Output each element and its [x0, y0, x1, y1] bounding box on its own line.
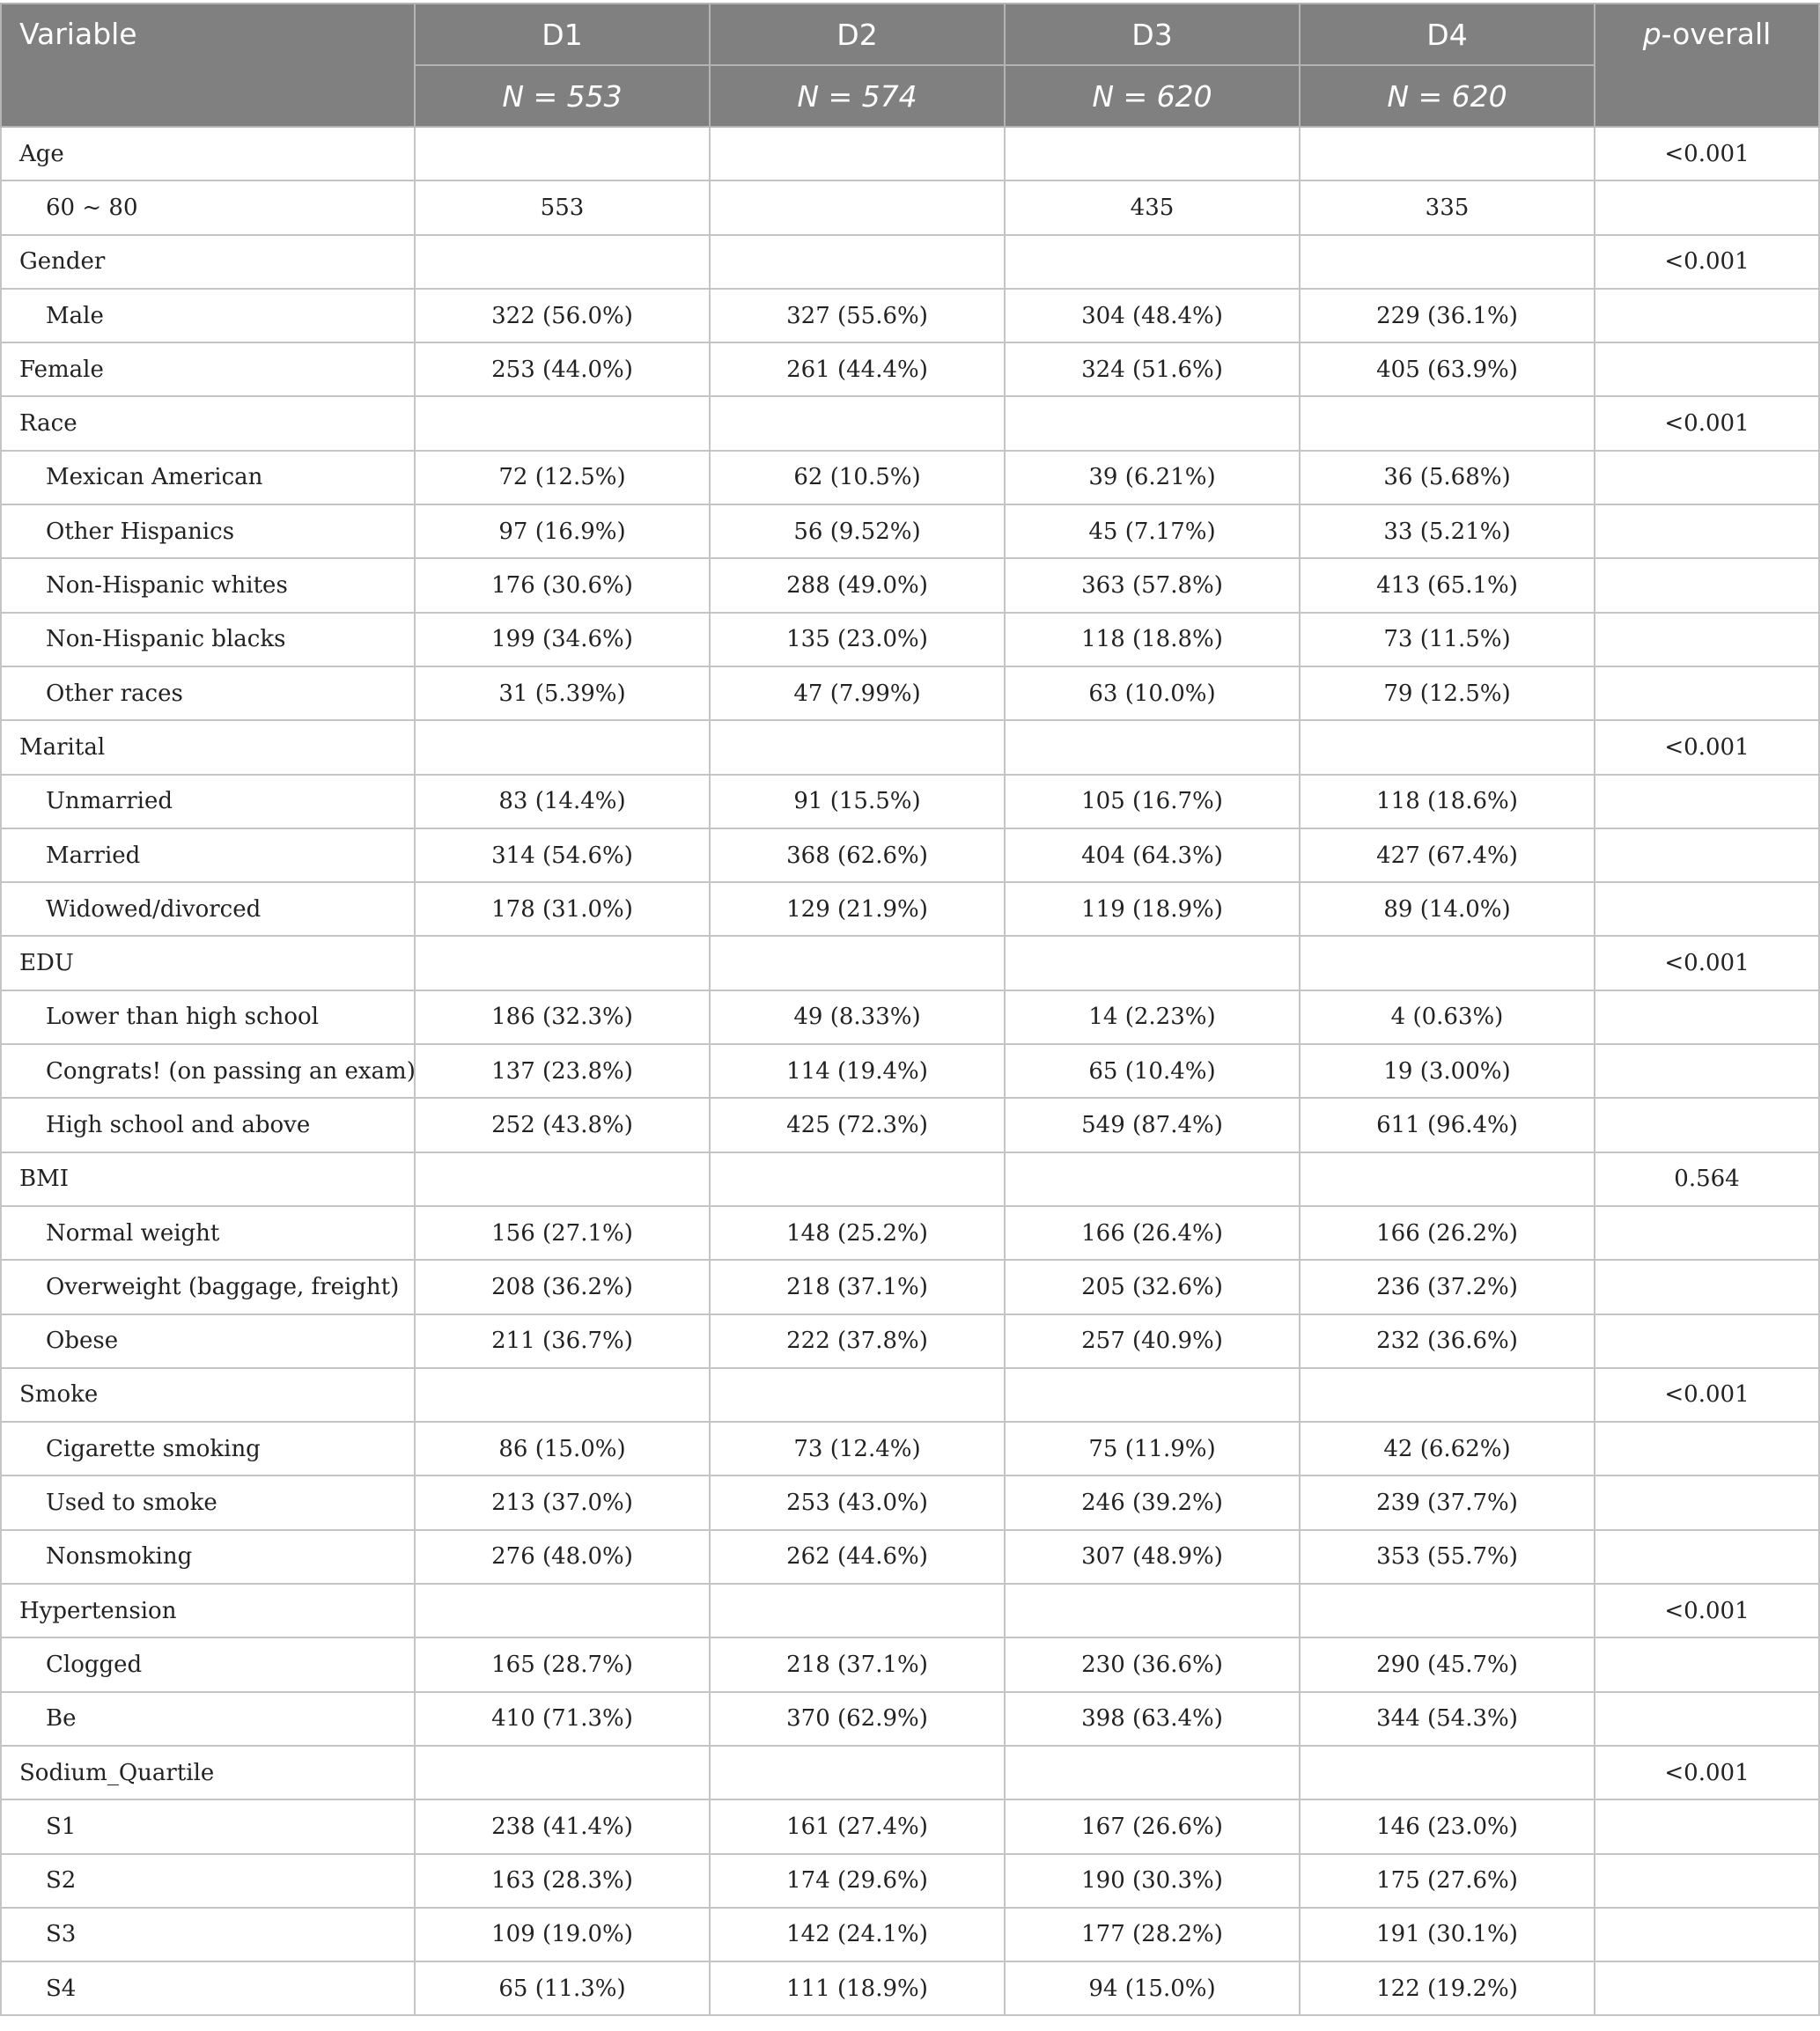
row-label: Nonsmoking	[1, 1530, 415, 1584]
cell-p-overall	[1595, 882, 1819, 936]
cell-d4	[1300, 1368, 1595, 1422]
table-container	[0, 3, 1820, 2016]
cell-d2	[710, 180, 1005, 234]
cell-d1: 165 (28.7%)	[415, 1637, 710, 1691]
cell-d4	[1300, 235, 1595, 289]
cell-p-overall	[1595, 1530, 1819, 1584]
header-row-groups	[1, 4, 1819, 65]
cell-d3: 63 (10.0%)	[1005, 666, 1300, 720]
row-label: Gender	[1, 235, 415, 289]
cell-d1: 314 (54.6%)	[415, 828, 710, 882]
cell-d2: 218 (37.1%)	[710, 1260, 1005, 1314]
row-label: Sodium_Quartile	[1, 1746, 415, 1799]
cell-d1: 208 (36.2%)	[415, 1260, 710, 1314]
cell-p-overall	[1595, 1637, 1819, 1691]
cell-d3: 14 (2.23%)	[1005, 990, 1300, 1044]
cell-p-overall	[1595, 1854, 1819, 1908]
cell-d4: 73 (11.5%)	[1300, 613, 1595, 666]
table-row	[1, 882, 1819, 936]
cell-d3: 398 (63.4%)	[1005, 1692, 1300, 1746]
cell-d1: 83 (14.4%)	[415, 775, 710, 828]
cell-p-overall	[1595, 775, 1819, 828]
cell-p-overall: 0.564	[1595, 1152, 1819, 1206]
cell-d2: 142 (24.1%)	[710, 1908, 1005, 1961]
cell-d4: 405 (63.9%)	[1300, 342, 1595, 396]
cell-p-overall: <0.001	[1595, 1368, 1819, 1422]
cell-d4: 413 (65.1%)	[1300, 558, 1595, 612]
cell-d4: 239 (37.7%)	[1300, 1475, 1595, 1529]
cell-d4: 89 (14.0%)	[1300, 882, 1595, 936]
cell-d4: 611 (96.4%)	[1300, 1098, 1595, 1152]
cell-d1: 176 (30.6%)	[415, 558, 710, 612]
row-label: Normal weight	[1, 1206, 415, 1260]
cell-d2: 161 (27.4%)	[710, 1799, 1005, 1853]
table-row	[1, 1098, 1819, 1152]
cell-d4	[1300, 1584, 1595, 1637]
cell-p-overall	[1595, 504, 1819, 558]
cell-d4: 427 (67.4%)	[1300, 828, 1595, 882]
cell-d4	[1300, 1152, 1595, 1206]
cell-d1: 178 (31.0%)	[415, 882, 710, 936]
cell-d1: 72 (12.5%)	[415, 451, 710, 504]
cell-d4: 146 (23.0%)	[1300, 1799, 1595, 1853]
cell-d2: 218 (37.1%)	[710, 1637, 1005, 1691]
cell-d2	[710, 936, 1005, 990]
cell-d4: 118 (18.6%)	[1300, 775, 1595, 828]
table-row	[1, 127, 1819, 180]
table-row	[1, 720, 1819, 774]
cell-p-overall: <0.001	[1595, 235, 1819, 289]
cell-d1	[415, 1746, 710, 1799]
table-row	[1, 1368, 1819, 1422]
cell-d1: 97 (16.9%)	[415, 504, 710, 558]
cell-d4: 79 (12.5%)	[1300, 666, 1595, 720]
cell-d3: 94 (15.0%)	[1005, 1961, 1300, 2015]
cell-d2	[710, 235, 1005, 289]
table-row	[1, 1044, 1819, 1098]
cell-d1: 199 (34.6%)	[415, 613, 710, 666]
table-row	[1, 451, 1819, 504]
characteristics-table	[0, 3, 1820, 2016]
cell-p-overall	[1595, 990, 1819, 1044]
cell-p-overall	[1595, 1044, 1819, 1098]
cell-d4	[1300, 396, 1595, 450]
cell-d2: 135 (23.0%)	[710, 613, 1005, 666]
table-header	[1, 4, 1819, 127]
table-row	[1, 613, 1819, 666]
cell-d3: 324 (51.6%)	[1005, 342, 1300, 396]
table-row	[1, 1206, 1819, 1260]
cell-d3: 105 (16.7%)	[1005, 775, 1300, 828]
cell-d1: 186 (32.3%)	[415, 990, 710, 1044]
header-group-d1: D1	[415, 4, 710, 65]
table-row	[1, 1314, 1819, 1368]
cell-d4	[1300, 936, 1595, 990]
row-label: Other races	[1, 666, 415, 720]
cell-d4: 42 (6.62%)	[1300, 1422, 1595, 1475]
cell-d1: 253 (44.0%)	[415, 342, 710, 396]
table-row	[1, 990, 1819, 1044]
cell-d3	[1005, 396, 1300, 450]
cell-d1: 65 (11.3%)	[415, 1961, 710, 2015]
cell-p-overall	[1595, 558, 1819, 612]
row-label: Cigarette smoking	[1, 1422, 415, 1475]
cell-d1: 163 (28.3%)	[415, 1854, 710, 1908]
header-group-d2: D2	[710, 4, 1005, 65]
cell-d4: 4 (0.63%)	[1300, 990, 1595, 1044]
row-label: Lower than high school	[1, 990, 415, 1044]
cell-d2: 327 (55.6%)	[710, 289, 1005, 342]
cell-d3: 177 (28.2%)	[1005, 1908, 1300, 1961]
cell-p-overall	[1595, 613, 1819, 666]
cell-d1	[415, 235, 710, 289]
table-row	[1, 1584, 1819, 1637]
row-label: Smoke	[1, 1368, 415, 1422]
cell-d2: 47 (7.99%)	[710, 666, 1005, 720]
row-label: Female	[1, 342, 415, 396]
cell-p-overall	[1595, 1422, 1819, 1475]
cell-d3: 230 (36.6%)	[1005, 1637, 1300, 1691]
cell-d4	[1300, 1746, 1595, 1799]
row-label: Congrats! (on passing an exam)	[1, 1044, 415, 1098]
cell-d2: 49 (8.33%)	[710, 990, 1005, 1044]
cell-d4: 236 (37.2%)	[1300, 1260, 1595, 1314]
table-row	[1, 1422, 1819, 1475]
cell-d3	[1005, 936, 1300, 990]
header-n-d2: N = 574	[710, 65, 1005, 127]
cell-d2: 262 (44.6%)	[710, 1530, 1005, 1584]
cell-d2: 174 (29.6%)	[710, 1854, 1005, 1908]
table-row	[1, 1746, 1819, 1799]
cell-d2: 425 (72.3%)	[710, 1098, 1005, 1152]
cell-d3: 435	[1005, 180, 1300, 234]
table-row	[1, 1475, 1819, 1529]
header-variable: Variable	[1, 4, 415, 127]
cell-p-overall	[1595, 1260, 1819, 1314]
cell-d1: 213 (37.0%)	[415, 1475, 710, 1529]
cell-p-overall	[1595, 451, 1819, 504]
cell-d1	[415, 1152, 710, 1206]
cell-d3	[1005, 1368, 1300, 1422]
cell-d3: 65 (10.4%)	[1005, 1044, 1300, 1098]
cell-p-overall: <0.001	[1595, 127, 1819, 180]
cell-d1: 410 (71.3%)	[415, 1692, 710, 1746]
cell-d1: 238 (41.4%)	[415, 1799, 710, 1853]
cell-d3: 205 (32.6%)	[1005, 1260, 1300, 1314]
header-group-d3: D3	[1005, 4, 1300, 65]
cell-d2: 62 (10.5%)	[710, 451, 1005, 504]
cell-p-overall: <0.001	[1595, 1584, 1819, 1637]
header-p-italic: p	[1642, 17, 1662, 51]
table-row	[1, 289, 1819, 342]
row-label: Non-Hispanic blacks	[1, 613, 415, 666]
row-label: Race	[1, 396, 415, 450]
cell-d4: 122 (19.2%)	[1300, 1961, 1595, 2015]
row-label: Hypertension	[1, 1584, 415, 1637]
cell-d4: 353 (55.7%)	[1300, 1530, 1595, 1584]
table-row	[1, 1637, 1819, 1691]
cell-d3: 307 (48.9%)	[1005, 1530, 1300, 1584]
row-label: High school and above	[1, 1098, 415, 1152]
cell-d1	[415, 396, 710, 450]
row-label: Clogged	[1, 1637, 415, 1691]
cell-d4: 33 (5.21%)	[1300, 504, 1595, 558]
cell-d3: 549 (87.4%)	[1005, 1098, 1300, 1152]
cell-d1	[415, 720, 710, 774]
table-row	[1, 1908, 1819, 1961]
cell-d2	[710, 1746, 1005, 1799]
row-label: Widowed/divorced	[1, 882, 415, 936]
cell-p-overall	[1595, 1961, 1819, 2015]
cell-d2	[710, 1368, 1005, 1422]
cell-d3	[1005, 1584, 1300, 1637]
cell-d1: 276 (48.0%)	[415, 1530, 710, 1584]
cell-p-overall	[1595, 1314, 1819, 1368]
table-row	[1, 180, 1819, 234]
cell-d2: 111 (18.9%)	[710, 1961, 1005, 2015]
row-label: Mexican American	[1, 451, 415, 504]
cell-p-overall	[1595, 1206, 1819, 1260]
row-label: EDU	[1, 936, 415, 990]
cell-d4: 175 (27.6%)	[1300, 1854, 1595, 1908]
cell-d1	[415, 1368, 710, 1422]
row-label: 60 ~ 80	[1, 180, 415, 234]
cell-d2: 288 (49.0%)	[710, 558, 1005, 612]
row-label: S4	[1, 1961, 415, 2015]
cell-d3: 118 (18.8%)	[1005, 613, 1300, 666]
cell-p-overall	[1595, 1692, 1819, 1746]
cell-p-overall	[1595, 666, 1819, 720]
cell-d1	[415, 1584, 710, 1637]
cell-d2	[710, 720, 1005, 774]
cell-d4: 229 (36.1%)	[1300, 289, 1595, 342]
table-row	[1, 1854, 1819, 1908]
cell-d1: 86 (15.0%)	[415, 1422, 710, 1475]
cell-d3: 190 (30.3%)	[1005, 1854, 1300, 1908]
cell-d1	[415, 127, 710, 180]
cell-d3	[1005, 1746, 1300, 1799]
cell-p-overall	[1595, 1908, 1819, 1961]
cell-d3: 39 (6.21%)	[1005, 451, 1300, 504]
row-label: Age	[1, 127, 415, 180]
cell-d2: 129 (21.9%)	[710, 882, 1005, 936]
cell-d3: 257 (40.9%)	[1005, 1314, 1300, 1368]
cell-d3	[1005, 720, 1300, 774]
cell-d1: 553	[415, 180, 710, 234]
cell-d1: 137 (23.8%)	[415, 1044, 710, 1098]
cell-d4: 191 (30.1%)	[1300, 1908, 1595, 1961]
table-row	[1, 775, 1819, 828]
row-label: Marital	[1, 720, 415, 774]
row-label: Non-Hispanic whites	[1, 558, 415, 612]
table-row	[1, 666, 1819, 720]
cell-d1: 31 (5.39%)	[415, 666, 710, 720]
cell-d2: 370 (62.9%)	[710, 1692, 1005, 1746]
cell-d2: 368 (62.6%)	[710, 828, 1005, 882]
cell-d4: 344 (54.3%)	[1300, 1692, 1595, 1746]
cell-d4: 232 (36.6%)	[1300, 1314, 1595, 1368]
table-row	[1, 1260, 1819, 1314]
cell-d3	[1005, 235, 1300, 289]
cell-p-overall	[1595, 180, 1819, 234]
header-n-d1: N = 553	[415, 65, 710, 127]
cell-p-overall	[1595, 289, 1819, 342]
row-label: Obese	[1, 1314, 415, 1368]
cell-d1: 252 (43.8%)	[415, 1098, 710, 1152]
cell-d1: 211 (36.7%)	[415, 1314, 710, 1368]
row-label: Married	[1, 828, 415, 882]
cell-p-overall	[1595, 1098, 1819, 1152]
cell-d3: 304 (48.4%)	[1005, 289, 1300, 342]
cell-d3	[1005, 127, 1300, 180]
cell-d2: 148 (25.2%)	[710, 1206, 1005, 1260]
cell-p-overall: <0.001	[1595, 720, 1819, 774]
cell-d3: 363 (57.8%)	[1005, 558, 1300, 612]
cell-d1	[415, 936, 710, 990]
cell-p-overall	[1595, 828, 1819, 882]
cell-p-overall: <0.001	[1595, 936, 1819, 990]
cell-d4: 19 (3.00%)	[1300, 1044, 1595, 1098]
cell-d2: 73 (12.4%)	[710, 1422, 1005, 1475]
header-p-overall	[1595, 4, 1819, 127]
table-row	[1, 504, 1819, 558]
table-row	[1, 936, 1819, 990]
table-row	[1, 558, 1819, 612]
cell-d3: 167 (26.6%)	[1005, 1799, 1300, 1853]
cell-d3: 119 (18.9%)	[1005, 882, 1300, 936]
table-row	[1, 396, 1819, 450]
cell-d3	[1005, 1152, 1300, 1206]
cell-d4: 335	[1300, 180, 1595, 234]
cell-d2: 91 (15.5%)	[710, 775, 1005, 828]
header-n-d4: N = 620	[1300, 65, 1595, 127]
row-label: Be	[1, 1692, 415, 1746]
cell-d1: 156 (27.1%)	[415, 1206, 710, 1260]
table-row	[1, 342, 1819, 396]
table-row	[1, 235, 1819, 289]
cell-d2	[710, 127, 1005, 180]
cell-d2	[710, 396, 1005, 450]
cell-p-overall	[1595, 1799, 1819, 1853]
cell-d2: 222 (37.8%)	[710, 1314, 1005, 1368]
header-n-d3: N = 620	[1005, 65, 1300, 127]
header-group-d4: D4	[1300, 4, 1595, 65]
table-row	[1, 1152, 1819, 1206]
cell-d2: 253 (43.0%)	[710, 1475, 1005, 1529]
row-label: Used to smoke	[1, 1475, 415, 1529]
row-label: S3	[1, 1908, 415, 1961]
row-label: Unmarried	[1, 775, 415, 828]
cell-d2	[710, 1152, 1005, 1206]
cell-p-overall	[1595, 342, 1819, 396]
cell-d2: 114 (19.4%)	[710, 1044, 1005, 1098]
row-label: S1	[1, 1799, 415, 1853]
cell-d3: 45 (7.17%)	[1005, 504, 1300, 558]
cell-p-overall: <0.001	[1595, 396, 1819, 450]
row-label: Overweight (baggage, freight)	[1, 1260, 415, 1314]
cell-d4	[1300, 127, 1595, 180]
cell-p-overall	[1595, 1475, 1819, 1529]
row-label: S2	[1, 1854, 415, 1908]
table-row	[1, 1530, 1819, 1584]
cell-d2: 56 (9.52%)	[710, 504, 1005, 558]
cell-p-overall: <0.001	[1595, 1746, 1819, 1799]
row-label: Other Hispanics	[1, 504, 415, 558]
row-label: BMI	[1, 1152, 415, 1206]
row-label: Male	[1, 289, 415, 342]
cell-d3: 166 (26.4%)	[1005, 1206, 1300, 1260]
cell-d2	[710, 1584, 1005, 1637]
cell-d3: 246 (39.2%)	[1005, 1475, 1300, 1529]
cell-d4: 290 (45.7%)	[1300, 1637, 1595, 1691]
cell-d4: 166 (26.2%)	[1300, 1206, 1595, 1260]
cell-d3: 75 (11.9%)	[1005, 1422, 1300, 1475]
cell-d3: 404 (64.3%)	[1005, 828, 1300, 882]
table-row	[1, 1799, 1819, 1853]
header-p-rest: -overall	[1661, 17, 1772, 51]
table-row	[1, 1961, 1819, 2015]
cell-d1: 109 (19.0%)	[415, 1908, 710, 1961]
table-row	[1, 828, 1819, 882]
cell-d2: 261 (44.4%)	[710, 342, 1005, 396]
table-body	[1, 127, 1819, 2015]
cell-d4: 36 (5.68%)	[1300, 451, 1595, 504]
cell-d1: 322 (56.0%)	[415, 289, 710, 342]
table-row	[1, 1692, 1819, 1746]
cell-d4	[1300, 720, 1595, 774]
